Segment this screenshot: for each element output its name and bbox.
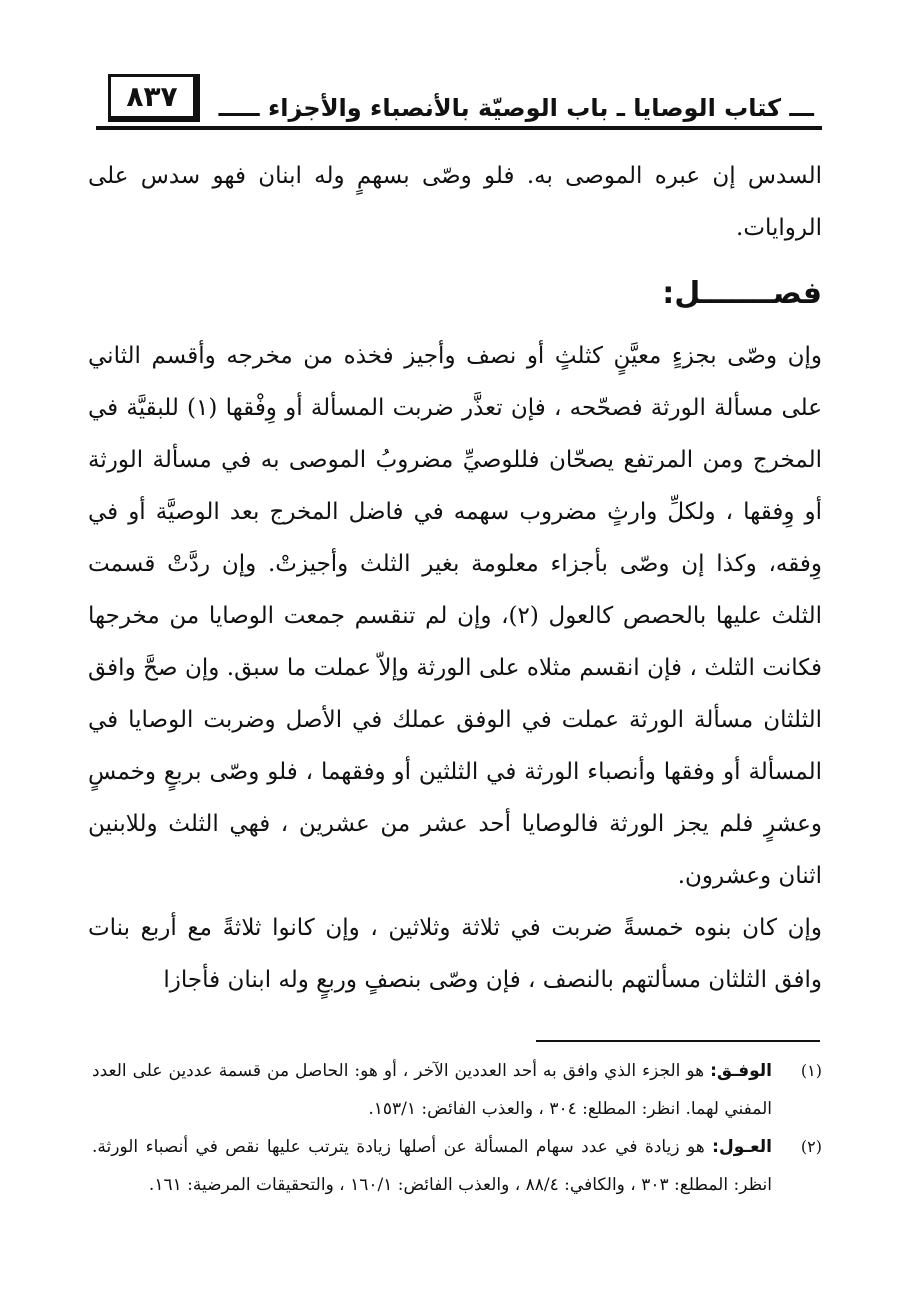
- footnote-term: العـول:: [712, 1137, 772, 1157]
- section-heading: فصـــــــل:: [662, 276, 822, 311]
- intro-paragraph: السدس إن عبره الموصى به. فلو وصّى بسهمٍ وله ابنان فهو سدس على الروايات.: [88, 163, 822, 241]
- footnotes: [92, 1052, 822, 1204]
- page-header: [96, 68, 822, 130]
- footnote-1: [92, 1052, 822, 1128]
- header-rule: [96, 126, 822, 130]
- footnote-text: هو الجزء الذي وافق به أحد العددين الآخر ، أو هو: الحاصل من قسمة عددين على العدد المفني لهما. انظر: المطلع: ٣٠٤ ، والعذب الفائض: ١٥٣/١.: [92, 1061, 772, 1119]
- footnote-2: [92, 1128, 822, 1204]
- paragraph-2: وإن كان بنوه خمسةً ضربت في ثلاثة وثلاثين ، وإن كانوا ثلاثةً مع أربع بنات وافق الثلثان مسألتهم بالنصف ، فإن وصّى بنصفٍ وربعٍ وله ابنان فأجازا: [88, 915, 822, 993]
- footnote-text: هو زيادة في عدد سهام المسألة عن أصلها زيادة يترتب عليها نقص في أنصباء الورثة. انظر: المطلع: ٣٠٣ ، والكافي: ٨٨/٤ ، والعذب الفائض: ١٦٠/١ ، والتحقيقات المرضية: ١٦١.: [92, 1137, 772, 1195]
- footnote-number: (٢): [800, 1137, 822, 1156]
- footnote-rule: [536, 1040, 820, 1042]
- running-title: ـــ كتاب الوصايا ـ باب الوصيّة بالأنصباء والأجزاء ـــــ: [218, 94, 814, 122]
- footnote-number: (١): [800, 1061, 822, 1080]
- page-number: ٨٣٧: [108, 74, 200, 122]
- footnote-term: الوفـق:: [710, 1061, 772, 1081]
- paragraph-1: وإن وصّى بجزءٍ معيَّنٍ كثلثٍ أو نصف وأجيز فخذه من مخرجه وأقسم الثاني على مسألة الورثة فصحّحه ، فإن تعذَّر ضربت المسألة أو وِفْقها (١) للبقيَّة في المخرج ومن المرتفع يصحّان فللوصيِّ مضروبُ الموصى به في مسألة الورثة أو وِفقها ، ولكلِّ وارثٍ مضروب سهمه في فاضل المخرج بعد الوصيَّة أو في وِفقه، وكذا إن وصّى بأجزاء معلومة بغير الثلث وأجيزتْ. وإن ردَّتْ قسمت الثلث عليها بالحصص كالعول (٢)، وإن لم تنقسم جمعت الوصايا من مخرجها فكانت الثلث ، فإن انقسم مثلاه على الورثة وإلاّ عملت ما سبق. وإن صحَّ وافق الثلثان مسألة الورثة عملت في الوفق عملك في الأصل وضربت الوصايا في المسألة أو وفقها وأنصباء الورثة في الثلثين أو وفقهما ، فلو وصّى بربعٍ وخمسٍ وعشرٍ فلم يجز الورثة فالوصايا أحد عشر من عشرين ، فهي الثلث وللابنين اثنان وعشرون.: [88, 343, 823, 889]
- main-text: [88, 150, 822, 1006]
